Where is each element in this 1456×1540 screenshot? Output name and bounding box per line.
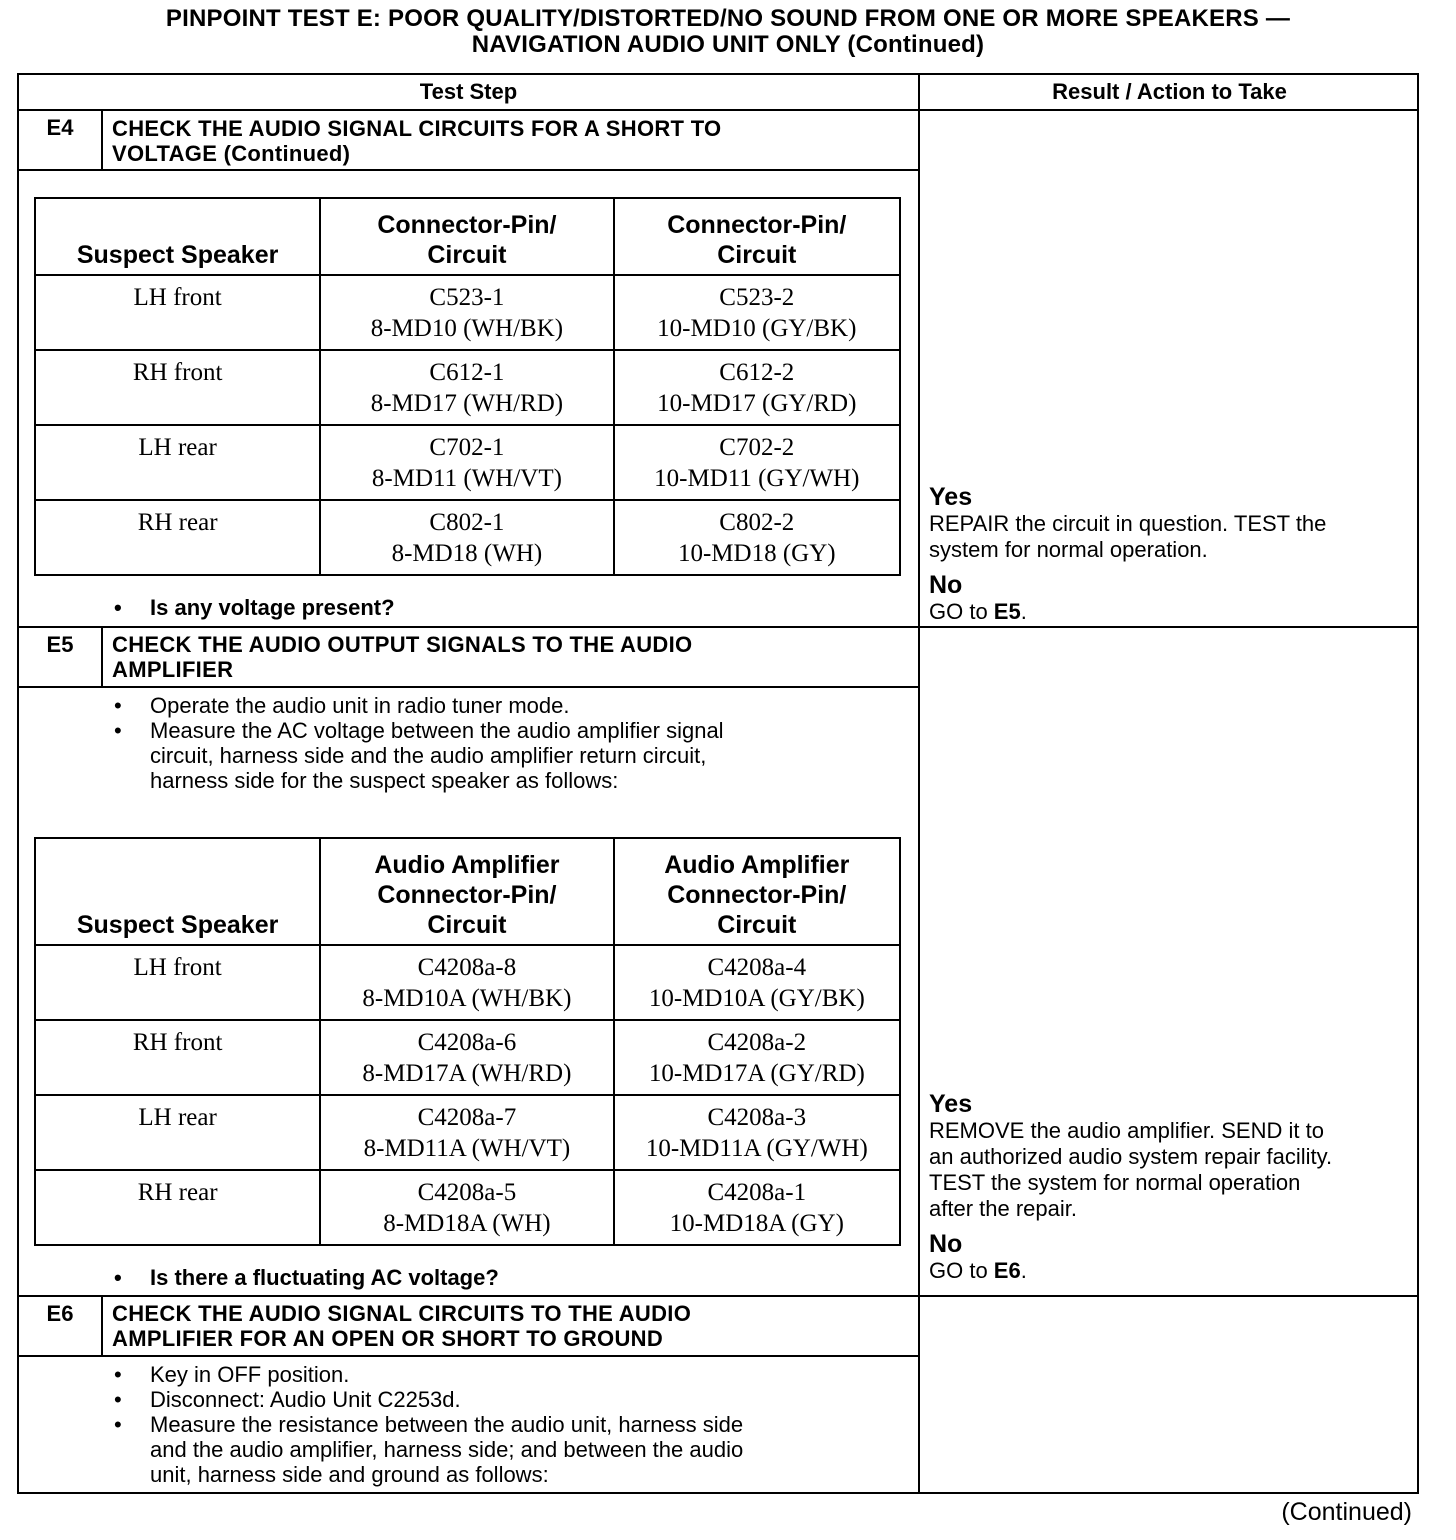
table-header-amplifier-connector: Audio Amplifier Connector-Pin/ Circuit xyxy=(320,838,613,945)
e4-result xyxy=(929,483,1419,625)
step-divider xyxy=(19,1295,1419,1297)
table-row xyxy=(35,1170,900,1245)
connector-cell: C612-1 8-MD17 (WH/RD) xyxy=(320,350,613,425)
column-header-result: Result / Action to Take xyxy=(1052,79,1287,104)
table-row xyxy=(35,1095,900,1170)
suspect-speaker-cell: LH front xyxy=(35,945,320,1020)
e4-question xyxy=(112,595,902,620)
connector-cell: C4208a-6 8-MD17A (WH/RD) xyxy=(320,1020,613,1095)
connector-cell: C802-1 8-MD18 (WH) xyxy=(320,500,613,575)
goto-target: E6 xyxy=(993,1258,1021,1283)
connector-cell: C702-2 10-MD11 (GY/WH) xyxy=(614,425,900,500)
connector-cell: C4208a-7 8-MD11A (WH/VT) xyxy=(320,1095,613,1170)
table-header-amplifier-connector: Audio Amplifier Connector-Pin/ Circuit xyxy=(614,838,900,945)
step-title-line: AMPLIFIER FOR AN OPEN OR SHORT TO GROUND xyxy=(112,1326,664,1351)
goto-target: E5 xyxy=(993,599,1021,624)
connector-cell: C802-2 10-MD18 (GY) xyxy=(614,500,900,575)
connector-cell: C4208a-5 8-MD18A (WH) xyxy=(320,1170,613,1245)
table-header-suspect-speaker: Suspect Speaker xyxy=(35,838,320,945)
step-title-divider xyxy=(19,169,918,171)
suspect-speaker-cell: RH front xyxy=(35,350,320,425)
suspect-speaker-cell: LH rear xyxy=(35,1095,320,1170)
connector-cell: C523-1 8-MD10 (WH/BK) xyxy=(320,275,613,350)
connector-cell: C4208a-4 10-MD10A (GY/BK) xyxy=(614,945,900,1020)
column-header-test-step: Test Step xyxy=(419,79,518,104)
step-id-e4: E4 xyxy=(46,115,74,140)
yes-label: Yes xyxy=(929,1090,973,1118)
connector-cell: C4208a-2 10-MD17A (GY/RD) xyxy=(614,1020,900,1095)
step-title-e4 xyxy=(112,116,892,166)
table-header-suspect-speaker: Suspect Speaker xyxy=(35,198,320,275)
step-id-e5: E5 xyxy=(46,632,74,657)
suspect-speaker-cell: LH rear xyxy=(35,425,320,500)
step-title-divider xyxy=(19,686,918,688)
instruction-item: • Disconnect: Audio Unit C2253d. xyxy=(112,1387,902,1412)
question-text: • Is any voltage present? xyxy=(112,595,902,620)
instruction-item: • Measure the AC voltage between the audio amplifier signal circuit, harness side and the audio amplifier return circuit, harness side for the suspect speaker as follows: xyxy=(112,718,902,793)
connector-cell: C523-2 10-MD10 (GY/BK) xyxy=(614,275,900,350)
table-header-connector-pin: Connector-Pin/ Circuit xyxy=(614,198,900,275)
table-row xyxy=(35,275,900,350)
suspect-speaker-cell: RH front xyxy=(35,1020,320,1095)
e4-connector-table xyxy=(34,197,901,576)
connector-cell: C702-1 8-MD11 (WH/VT) xyxy=(320,425,613,500)
step-id-separator xyxy=(101,111,103,171)
e5-amplifier-table xyxy=(34,837,901,1246)
step-title-line: AMPLIFIER xyxy=(112,657,234,682)
title-line-1: PINPOINT TEST E: POOR QUALITY/DISTORTED/NO SOUND FROM ONE OR MORE SPEAKERS — xyxy=(165,5,1291,32)
step-id-e6: E6 xyxy=(46,1301,74,1326)
header-divider xyxy=(19,109,1419,111)
connector-cell: C4208a-8 8-MD10A (WH/BK) xyxy=(320,945,613,1020)
continued-footer: (Continued) xyxy=(1281,1498,1412,1526)
connector-cell: C4208a-3 10-MD11A (GY/WH) xyxy=(614,1095,900,1170)
pinpoint-test-table xyxy=(17,73,1419,1494)
step-title-e5 xyxy=(112,632,892,682)
title-line-2: NAVIGATION AUDIO UNIT ONLY (Continued) xyxy=(471,31,985,58)
suspect-speaker-cell: RH rear xyxy=(35,1170,320,1245)
e5-result xyxy=(929,1090,1419,1284)
instruction-item: • Key in OFF position. xyxy=(112,1362,902,1387)
yes-action-line: system for normal operation. xyxy=(929,537,1208,562)
table-row xyxy=(35,945,900,1020)
question-text: • Is there a fluctuating AC voltage? xyxy=(112,1265,902,1290)
e6-instructions xyxy=(112,1362,902,1487)
no-label: No xyxy=(929,1230,963,1258)
step-title-line: CHECK THE AUDIO OUTPUT SIGNALS TO THE AUDIO xyxy=(112,632,693,657)
column-divider xyxy=(918,75,920,1492)
table-row xyxy=(35,425,900,500)
step-divider xyxy=(19,626,1419,628)
e5-instructions xyxy=(112,693,902,793)
connector-cell: C4208a-1 10-MD18A (GY) xyxy=(614,1170,900,1245)
no-action: GO to E6. xyxy=(929,1258,1027,1283)
instruction-item: • Operate the audio unit in radio tuner mode. xyxy=(112,693,902,718)
step-title-divider xyxy=(19,1355,918,1357)
table-row xyxy=(35,350,900,425)
step-title-line: CHECK THE AUDIO SIGNAL CIRCUITS FOR A SHORT TO xyxy=(112,116,722,141)
suspect-speaker-cell: LH front xyxy=(35,275,320,350)
step-title-e6 xyxy=(112,1301,892,1351)
table-header-connector-pin: Connector-Pin/ Circuit xyxy=(320,198,613,275)
no-action: GO to E5. xyxy=(929,599,1027,624)
step-id-separator xyxy=(101,1297,103,1357)
e5-question xyxy=(112,1265,902,1290)
suspect-speaker-cell: RH rear xyxy=(35,500,320,575)
yes-action-line: after the repair. xyxy=(929,1196,1077,1221)
yes-action-line: an authorized audio system repair facility. xyxy=(929,1144,1333,1169)
yes-action-line: TEST the system for normal operation xyxy=(929,1170,1301,1195)
table-row xyxy=(35,1020,900,1095)
step-title-line: VOLTAGE (Continued) xyxy=(112,141,351,166)
page-title xyxy=(0,6,1456,58)
connector-cell: C612-2 10-MD17 (GY/RD) xyxy=(614,350,900,425)
step-id-separator xyxy=(101,628,103,688)
step-title-line: CHECK THE AUDIO SIGNAL CIRCUITS TO THE AUDIO xyxy=(112,1301,692,1326)
instruction-item: • Measure the resistance between the audio unit, harness side and the audio amplifier, harness side; and between the audio unit, harness side and ground as follows: xyxy=(112,1412,902,1487)
yes-action-line: REPAIR the circuit in question. TEST the xyxy=(929,511,1327,536)
no-label: No xyxy=(929,571,963,599)
table-row xyxy=(35,500,900,575)
yes-label: Yes xyxy=(929,483,973,511)
yes-action-line: REMOVE the audio amplifier. SEND it to xyxy=(929,1118,1324,1143)
